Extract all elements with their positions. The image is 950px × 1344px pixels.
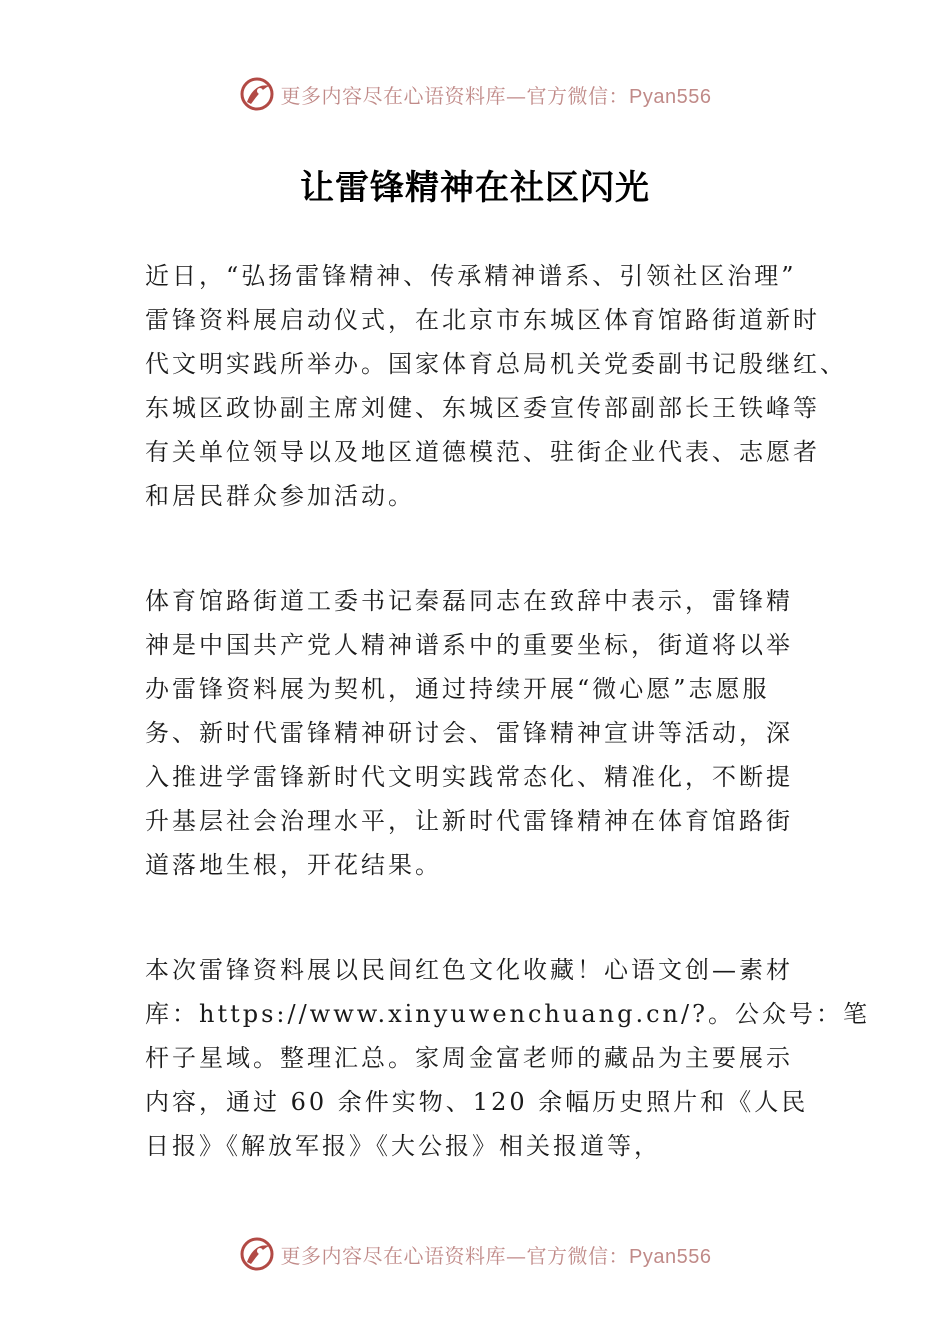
paragraph-line: 和居民群众参加活动。 xyxy=(145,482,415,510)
paragraph-line: 入推进学雷锋新时代文明实践常态化、精准化，不断提 xyxy=(145,763,793,791)
paragraph-line: 神是中国共产党人精神谱系中的重要坐标，街道将以举 xyxy=(145,631,793,659)
paragraph-line: 本次雷锋资料展以民间红色文化收藏！心语文创—素材 xyxy=(145,956,793,984)
paragraph-line: 库：https://www.xinyuwenchuang.cn/?。公众号：笔 xyxy=(145,1000,870,1028)
paragraph-line: 近日，“弘扬雷锋精神、传承精神谱系、引领社区治理” xyxy=(145,262,797,290)
page-title: 让雷锋精神在社区闪光 xyxy=(300,168,650,208)
paragraph-line: 体育馆路街道工委书记秦磊同志在致辞中表示，雷锋精 xyxy=(145,587,793,615)
paragraph-line: 务、新时代雷锋精神研讨会、雷锋精神宣讲等活动，深 xyxy=(145,719,793,747)
footer-banner xyxy=(0,1234,950,1274)
footer-banner-main: 更多内容尽在心语资料库—官方微信： xyxy=(280,1243,630,1268)
paragraph-line: 杆子星域。整理汇总。家周金富老师的藏品为主要展示 xyxy=(145,1044,793,1072)
article-body xyxy=(145,254,870,1229)
footer-banner-text xyxy=(281,1240,712,1269)
paragraph-2 xyxy=(145,579,845,887)
footer-banner-wechat-id: Pyan556 xyxy=(629,1245,712,1268)
paragraph-line: 日报》《解放军报》《大公报》相关报道等， xyxy=(145,1132,661,1160)
red-swirl-logo-icon xyxy=(239,76,275,112)
header-banner-main: 更多内容尽在心语资料库—官方微信： xyxy=(280,83,630,108)
paragraph-line: 升基层社会治理水平，让新时代雷锋精神在体育馆路街 xyxy=(145,807,793,835)
paragraph-3 xyxy=(145,948,870,1168)
paragraph-line: 内容，通过 60 余件实物、120 余幅历史照片和《人民 xyxy=(145,1088,809,1116)
paragraph-line: 办雷锋资料展为契机，通过持续开展“微心愿”志愿服 xyxy=(145,675,770,703)
paragraph-line: 雷锋资料展启动仪式，在北京市东城区体育馆路街道新时 xyxy=(145,306,820,334)
paragraph-line: 代文明实践所举办。国家体育总局机关党委副书记殷继红、 xyxy=(145,350,847,378)
paragraph-line: 有关单位领导以及地区道德模范、驻街企业代表、志愿者 xyxy=(145,438,820,466)
paragraph-line: 道落地生根，开花结果。 xyxy=(145,851,442,879)
paragraph-line: 东城区政协副主席刘健、东城区委宣传部副部长王铁峰等 xyxy=(145,394,820,422)
header-banner-wechat-id: Pyan556 xyxy=(629,85,712,108)
header-banner xyxy=(0,74,950,114)
header-banner-text xyxy=(281,80,712,109)
red-swirl-logo-icon xyxy=(239,1236,275,1272)
paragraph-1 xyxy=(145,254,845,518)
